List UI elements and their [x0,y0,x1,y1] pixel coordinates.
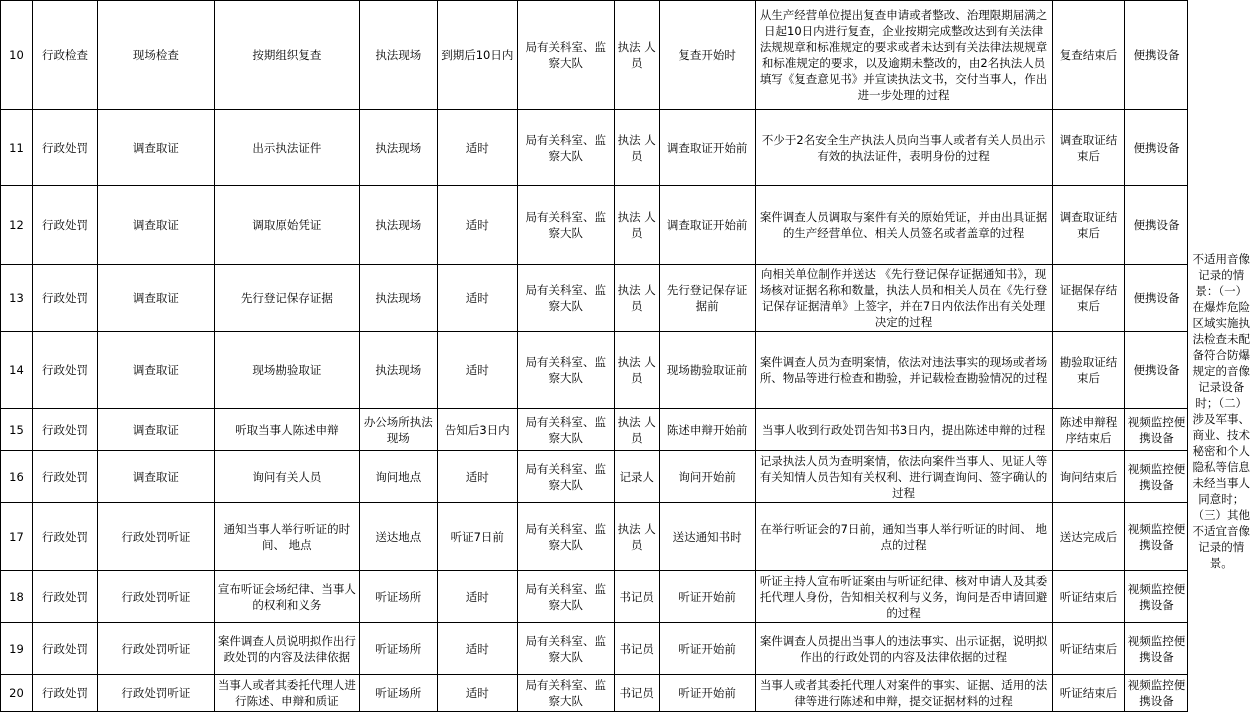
item-cell: 询问有关人员 [214,451,359,503]
subcategory-cell: 调查取证 [97,265,214,332]
item-cell: 出示执法证件 [214,110,359,186]
place-cell: 听证场所 [359,623,437,675]
end-cell: 听证结束后 [1052,571,1125,623]
end-cell: 证据保存结束后 [1052,265,1125,332]
time-cell: 适时 [437,186,517,265]
place-cell: 听证场所 [359,571,437,623]
row-number: 11 [1,110,33,186]
device-cell: 视频监控便携设备 [1125,409,1188,451]
row-number: 10 [1,1,33,110]
subcategory-cell: 调查取证 [97,451,214,503]
personnel-cell: 执法 人员 [614,110,659,186]
row-number: 13 [1,265,33,332]
department-cell: 局有关科室、监察大队 [517,186,614,265]
note-cell: 不适用音像记录的情景：（一）在爆炸危险区域实施执法检查未配备符合防爆规定的音像记录设备时；（二）涉及军事、商业、技术秘密和个人隐私等信息未经当事人同意时；（三）其他不适宜音像记录的情景。 [1188,110,1254,712]
description-cell: 当事人或者其委托代理人对案件的事实、证据、适用的法律等进行陈述和申辩，提交证据材料的过程 [755,675,1052,712]
start-cell: 听证开始前 [659,623,755,675]
description-cell: 记录执法人员为查明案情，依法向案件当事人、见证人等有关知情人员告知有关权利、进行调查询问、签字确认的过程 [755,451,1052,503]
start-cell: 听证开始前 [659,675,755,712]
row-number: 12 [1,186,33,265]
item-cell: 听取当事人陈述申辩 [214,409,359,451]
department-cell: 局有关科室、监察大队 [517,1,614,110]
end-cell: 陈述申辩程序结束后 [1052,409,1125,451]
description-cell: 不少于2名安全生产执法人员向当事人或者有关人员出示有效的执法证件，表明身份的过程 [755,110,1052,186]
personnel-cell: 执法 人员 [614,1,659,110]
personnel-cell: 执法 人员 [614,332,659,409]
item-cell: 案件调查人员说明拟作出行政处罚的内容及法律依据 [214,623,359,675]
end-cell: 听证结束后 [1052,623,1125,675]
subcategory-cell: 现场检查 [97,1,214,110]
category-cell: 行政处罚 [32,503,97,571]
start-cell: 听证开始前 [659,571,755,623]
row-number: 18 [1,571,33,623]
item-cell: 现场勘验取证 [214,332,359,409]
row-number: 14 [1,332,33,409]
personnel-cell: 书记员 [614,675,659,712]
description-cell: 当事人收到行政处罚告知书3日内，提出陈述申辩的过程 [755,409,1052,451]
description-cell: 案件调查人员调取与案件有关的原始凭证，并由出具证据的生产经营单位、相关人员签名或者盖章的过程 [755,186,1052,265]
table-row [1,265,1254,332]
subcategory-cell: 行政处罚听证 [97,623,214,675]
time-cell: 适时 [437,675,517,712]
device-cell: 便携设备 [1125,186,1188,265]
time-cell: 适时 [437,332,517,409]
start-cell: 先行登记保存证据前 [659,265,755,332]
place-cell: 办公场所执法现场 [359,409,437,451]
start-cell: 复查开始时 [659,1,755,110]
end-cell: 听证结束后 [1052,675,1125,712]
personnel-cell: 执法 人员 [614,186,659,265]
personnel-cell: 执法 人员 [614,409,659,451]
department-cell: 局有关科室、监察大队 [517,451,614,503]
device-cell: 视频监控便携设备 [1125,571,1188,623]
item-cell: 先行登记保存证据 [214,265,359,332]
item-cell: 按期组织复查 [214,1,359,110]
category-cell: 行政处罚 [32,409,97,451]
item-cell: 通知当事人举行听证的时间、 地点 [214,503,359,571]
time-cell: 适时 [437,623,517,675]
end-cell: 询问结束后 [1052,451,1125,503]
device-cell: 便携设备 [1125,332,1188,409]
department-cell: 局有关科室、监察大队 [517,675,614,712]
department-cell: 局有关科室、监察大队 [517,571,614,623]
department-cell: 局有关科室、监察大队 [517,110,614,186]
table-row [1,571,1254,623]
device-cell: 视频监控便携设备 [1125,675,1188,712]
device-cell: 便携设备 [1125,1,1188,110]
category-cell: 行政处罚 [32,265,97,332]
category-cell: 行政检查 [32,1,97,110]
time-cell: 告知后3日内 [437,409,517,451]
subcategory-cell: 行政处罚听证 [97,571,214,623]
place-cell: 执法现场 [359,1,437,110]
time-cell: 到期后10日内 [437,1,517,110]
start-cell: 现场勘验取证前 [659,332,755,409]
category-cell: 行政处罚 [32,110,97,186]
row-number: 16 [1,451,33,503]
category-cell: 行政处罚 [32,186,97,265]
category-cell: 行政处罚 [32,675,97,712]
end-cell: 复查结束后 [1052,1,1125,110]
table-row [1,409,1254,451]
description-cell: 案件调查人员为查明案情，依法对违法事实的现场或者场所、物品等进行检查和勘验，并记载检查勘验情况的过程 [755,332,1052,409]
item-cell: 当事人或者其委托代理人进行陈述、申辩和质证 [214,675,359,712]
table-row [1,623,1254,675]
device-cell: 便携设备 [1125,265,1188,332]
place-cell: 听证场所 [359,675,437,712]
subcategory-cell: 调查取证 [97,186,214,265]
time-cell: 听证7日前 [437,503,517,571]
department-cell: 局有关科室、监察大队 [517,503,614,571]
subcategory-cell: 调查取证 [97,110,214,186]
category-cell: 行政处罚 [32,571,97,623]
personnel-cell: 记录人 [614,451,659,503]
start-cell: 调查取证开始前 [659,110,755,186]
category-cell: 行政处罚 [32,451,97,503]
end-cell: 调查取证结束后 [1052,186,1125,265]
start-cell: 询问开始前 [659,451,755,503]
time-cell: 适时 [437,451,517,503]
subcategory-cell: 调查取证 [97,332,214,409]
personnel-cell: 执法 人员 [614,503,659,571]
row-number: 19 [1,623,33,675]
time-cell: 适时 [437,265,517,332]
table-row [1,186,1254,265]
item-cell: 宣布听证会场纪律、当事人的权利和义务 [214,571,359,623]
time-cell: 适时 [437,110,517,186]
description-cell: 听证主持人宣布听证案由与听证纪律、核对申请人及其委托代理人身份，告知相关权利与义务，询问是否申请回避的过程 [755,571,1052,623]
category-cell: 行政处罚 [32,332,97,409]
device-cell: 视频监控便携设备 [1125,451,1188,503]
personnel-cell: 书记员 [614,623,659,675]
department-cell: 局有关科室、监察大队 [517,409,614,451]
department-cell: 局有关科室、监察大队 [517,623,614,675]
device-cell: 视频监控便携设备 [1125,503,1188,571]
table-row [1,503,1254,571]
personnel-cell: 执法 人员 [614,265,659,332]
personnel-cell: 书记员 [614,571,659,623]
department-cell: 局有关科室、监察大队 [517,332,614,409]
subcategory-cell: 行政处罚听证 [97,503,214,571]
start-cell: 调查取证开始前 [659,186,755,265]
end-cell: 送达完成后 [1052,503,1125,571]
row-number: 20 [1,675,33,712]
table-row [1,332,1254,409]
subcategory-cell: 调查取证 [97,409,214,451]
device-cell: 视频监控便携设备 [1125,623,1188,675]
description-cell: 在举行听证会的7日前，通知当事人举行听证的时间、 地点的过程 [755,503,1052,571]
row-number: 17 [1,503,33,571]
item-cell: 调取原始凭证 [214,186,359,265]
place-cell: 送达地点 [359,503,437,571]
end-cell: 调查取证结束后 [1052,110,1125,186]
place-cell: 询问地点 [359,451,437,503]
place-cell: 执法现场 [359,332,437,409]
table-row [1,110,1254,186]
place-cell: 执法现场 [359,186,437,265]
description-cell: 从生产经营单位提出复查申请或者整改、治理限期届满之日起10日内进行复查，企业按期完成整改达到有关法律法规规章和标准规定的要求或者未达到有关法律法规规章和标准规定的要求，以及逾期未整改的，由2名执法人员填写《复查意见书》并宣读执法文书，交付当事人，作出进一步处理的过程 [755,1,1052,110]
subcategory-cell: 行政处罚听证 [97,675,214,712]
start-cell: 陈述申辩开始前 [659,409,755,451]
row-number: 15 [1,409,33,451]
category-cell: 行政处罚 [32,623,97,675]
end-cell: 勘验取证结束后 [1052,332,1125,409]
description-cell: 案件调查人员提出当事人的违法事实、出示证据，说明拟作出的行政处罚的内容及法律依据的过程 [755,623,1052,675]
table-row [1,451,1254,503]
table-row [1,675,1254,712]
time-cell: 适时 [437,571,517,623]
place-cell: 执法现场 [359,265,437,332]
table-row [1,1,1254,110]
start-cell: 送达通知书时 [659,503,755,571]
department-cell: 局有关科室、监察大队 [517,265,614,332]
place-cell: 执法现场 [359,110,437,186]
device-cell: 便携设备 [1125,110,1188,186]
description-cell: 向相关单位制作并送达 《先行登记保存证据通知书》，现场核对证据名称和数量，执法人员和相关人员在《先行登记保存证据清单》上签字，并在7日内依法作出有关处理决定的过程 [755,265,1052,332]
